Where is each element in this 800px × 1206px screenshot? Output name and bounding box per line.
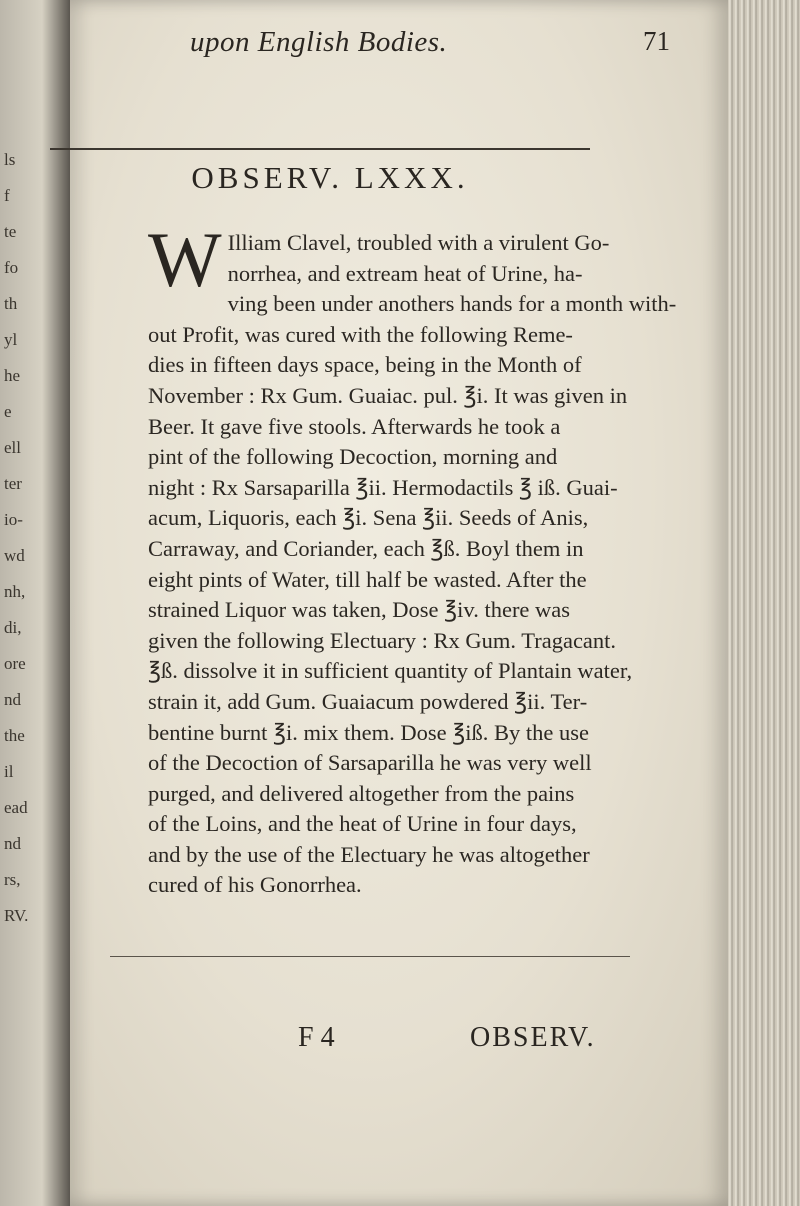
body-line: Carraway, and Coriander, each ℥ß. Boyl them in: [148, 535, 584, 561]
body-line: Illiam Clavel, troubled with a virulent Go-: [227, 230, 610, 255]
margin-fragment: nh,: [4, 582, 26, 601]
margin-fragment: he: [4, 366, 21, 385]
body-line: Beer. It gave five stools. Afterwards he took a: [148, 413, 561, 439]
observation-title: OBSERV. LXXX.: [191, 160, 469, 195]
body-line: ving been under anothers hands for a month with-: [227, 291, 677, 317]
margin-fragment: ead: [4, 798, 28, 817]
header-rule: [50, 148, 590, 150]
margin-fragment: rs,: [4, 870, 21, 889]
page-edges: [728, 0, 800, 1206]
body-line: November : Rx Gum. Guaiac. pul. ℥i. It was given in: [148, 382, 628, 408]
body-line: and by the use of the Electuary he was altogether: [148, 841, 590, 867]
body-line: out Profit, was cured with the following Reme-: [148, 321, 573, 347]
body-line: pint of the following Decoction, morning and: [148, 444, 558, 470]
margin-fragment: wd: [4, 546, 25, 565]
bottom-rule: [110, 956, 630, 957]
body-line: dies in fifteen days space, being in the Month of: [148, 352, 582, 378]
signature-mark: F 4: [298, 1022, 335, 1053]
margin-fragment: nd: [4, 834, 21, 853]
body-line: cured of his Gonorrhea.: [148, 872, 362, 898]
body-lines: [148, 216, 704, 901]
margin-fragment: f: [4, 186, 10, 205]
margin-fragment: yl: [4, 330, 18, 349]
running-head: upon English Bodies.: [190, 26, 448, 58]
margin-fragment: ter: [4, 474, 22, 493]
drop-capital: W: [148, 216, 222, 303]
margin-fragment: ls: [4, 150, 16, 169]
margin-fragment: nd: [4, 690, 21, 709]
body-line: night : Rx Sarsaparilla ℥ii. Hermodactils ℥ iß. Guai-: [148, 474, 618, 500]
margin-fragment: te: [4, 222, 17, 241]
margin-fragment: di,: [4, 618, 22, 637]
body-line: ℥ß. dissolve it in sufficient quantity of Plantain water,: [148, 658, 633, 684]
body-line: purged, and delivered altogether from the pains: [148, 780, 575, 806]
body-line: bentine burnt ℥i. mix them. Dose ℥iß. By the use: [148, 719, 589, 745]
body-line: strain it, add Gum. Guaiacum powdered ℥ii. Ter-: [148, 688, 588, 714]
body-line: given the following Electuary : Rx Gum. Tragacant.: [148, 627, 617, 653]
margin-fragment: fo: [4, 258, 19, 277]
body-line: of the Loins, and the heat of Urine in four days,: [148, 811, 577, 837]
margin-fragment: th: [4, 294, 18, 313]
page-number: 71: [643, 26, 670, 56]
margin-fragment: e: [4, 402, 12, 421]
body-line: strained Liquor was taken, Dose ℥iv. there was: [148, 597, 571, 623]
margin-fragment: io-: [4, 510, 23, 529]
margin-fragment: ell: [4, 438, 21, 457]
body-line: of the Decoction of Sarsaparilla he was very well: [148, 750, 592, 776]
body-line: norrhea, and extream heat of Urine, ha-: [227, 260, 583, 286]
body-line: acum, Liquoris, each ℥i. Sena ℥ii. Seeds of Anis,: [148, 505, 589, 531]
margin-fragment: RV.: [4, 906, 29, 925]
catchword: OBSERV.: [470, 1022, 596, 1053]
margin-fragment: ore: [4, 654, 26, 673]
margin-fragment: the: [4, 726, 25, 745]
page-header: [110, 22, 700, 62]
body-line: eight pints of Water, till half be wasted. After the: [148, 566, 587, 592]
left-facing-page-edge: [0, 0, 70, 1206]
margin-fragment: il: [4, 762, 14, 781]
page-footer: [70, 1020, 728, 1060]
observation-body: [148, 216, 704, 901]
